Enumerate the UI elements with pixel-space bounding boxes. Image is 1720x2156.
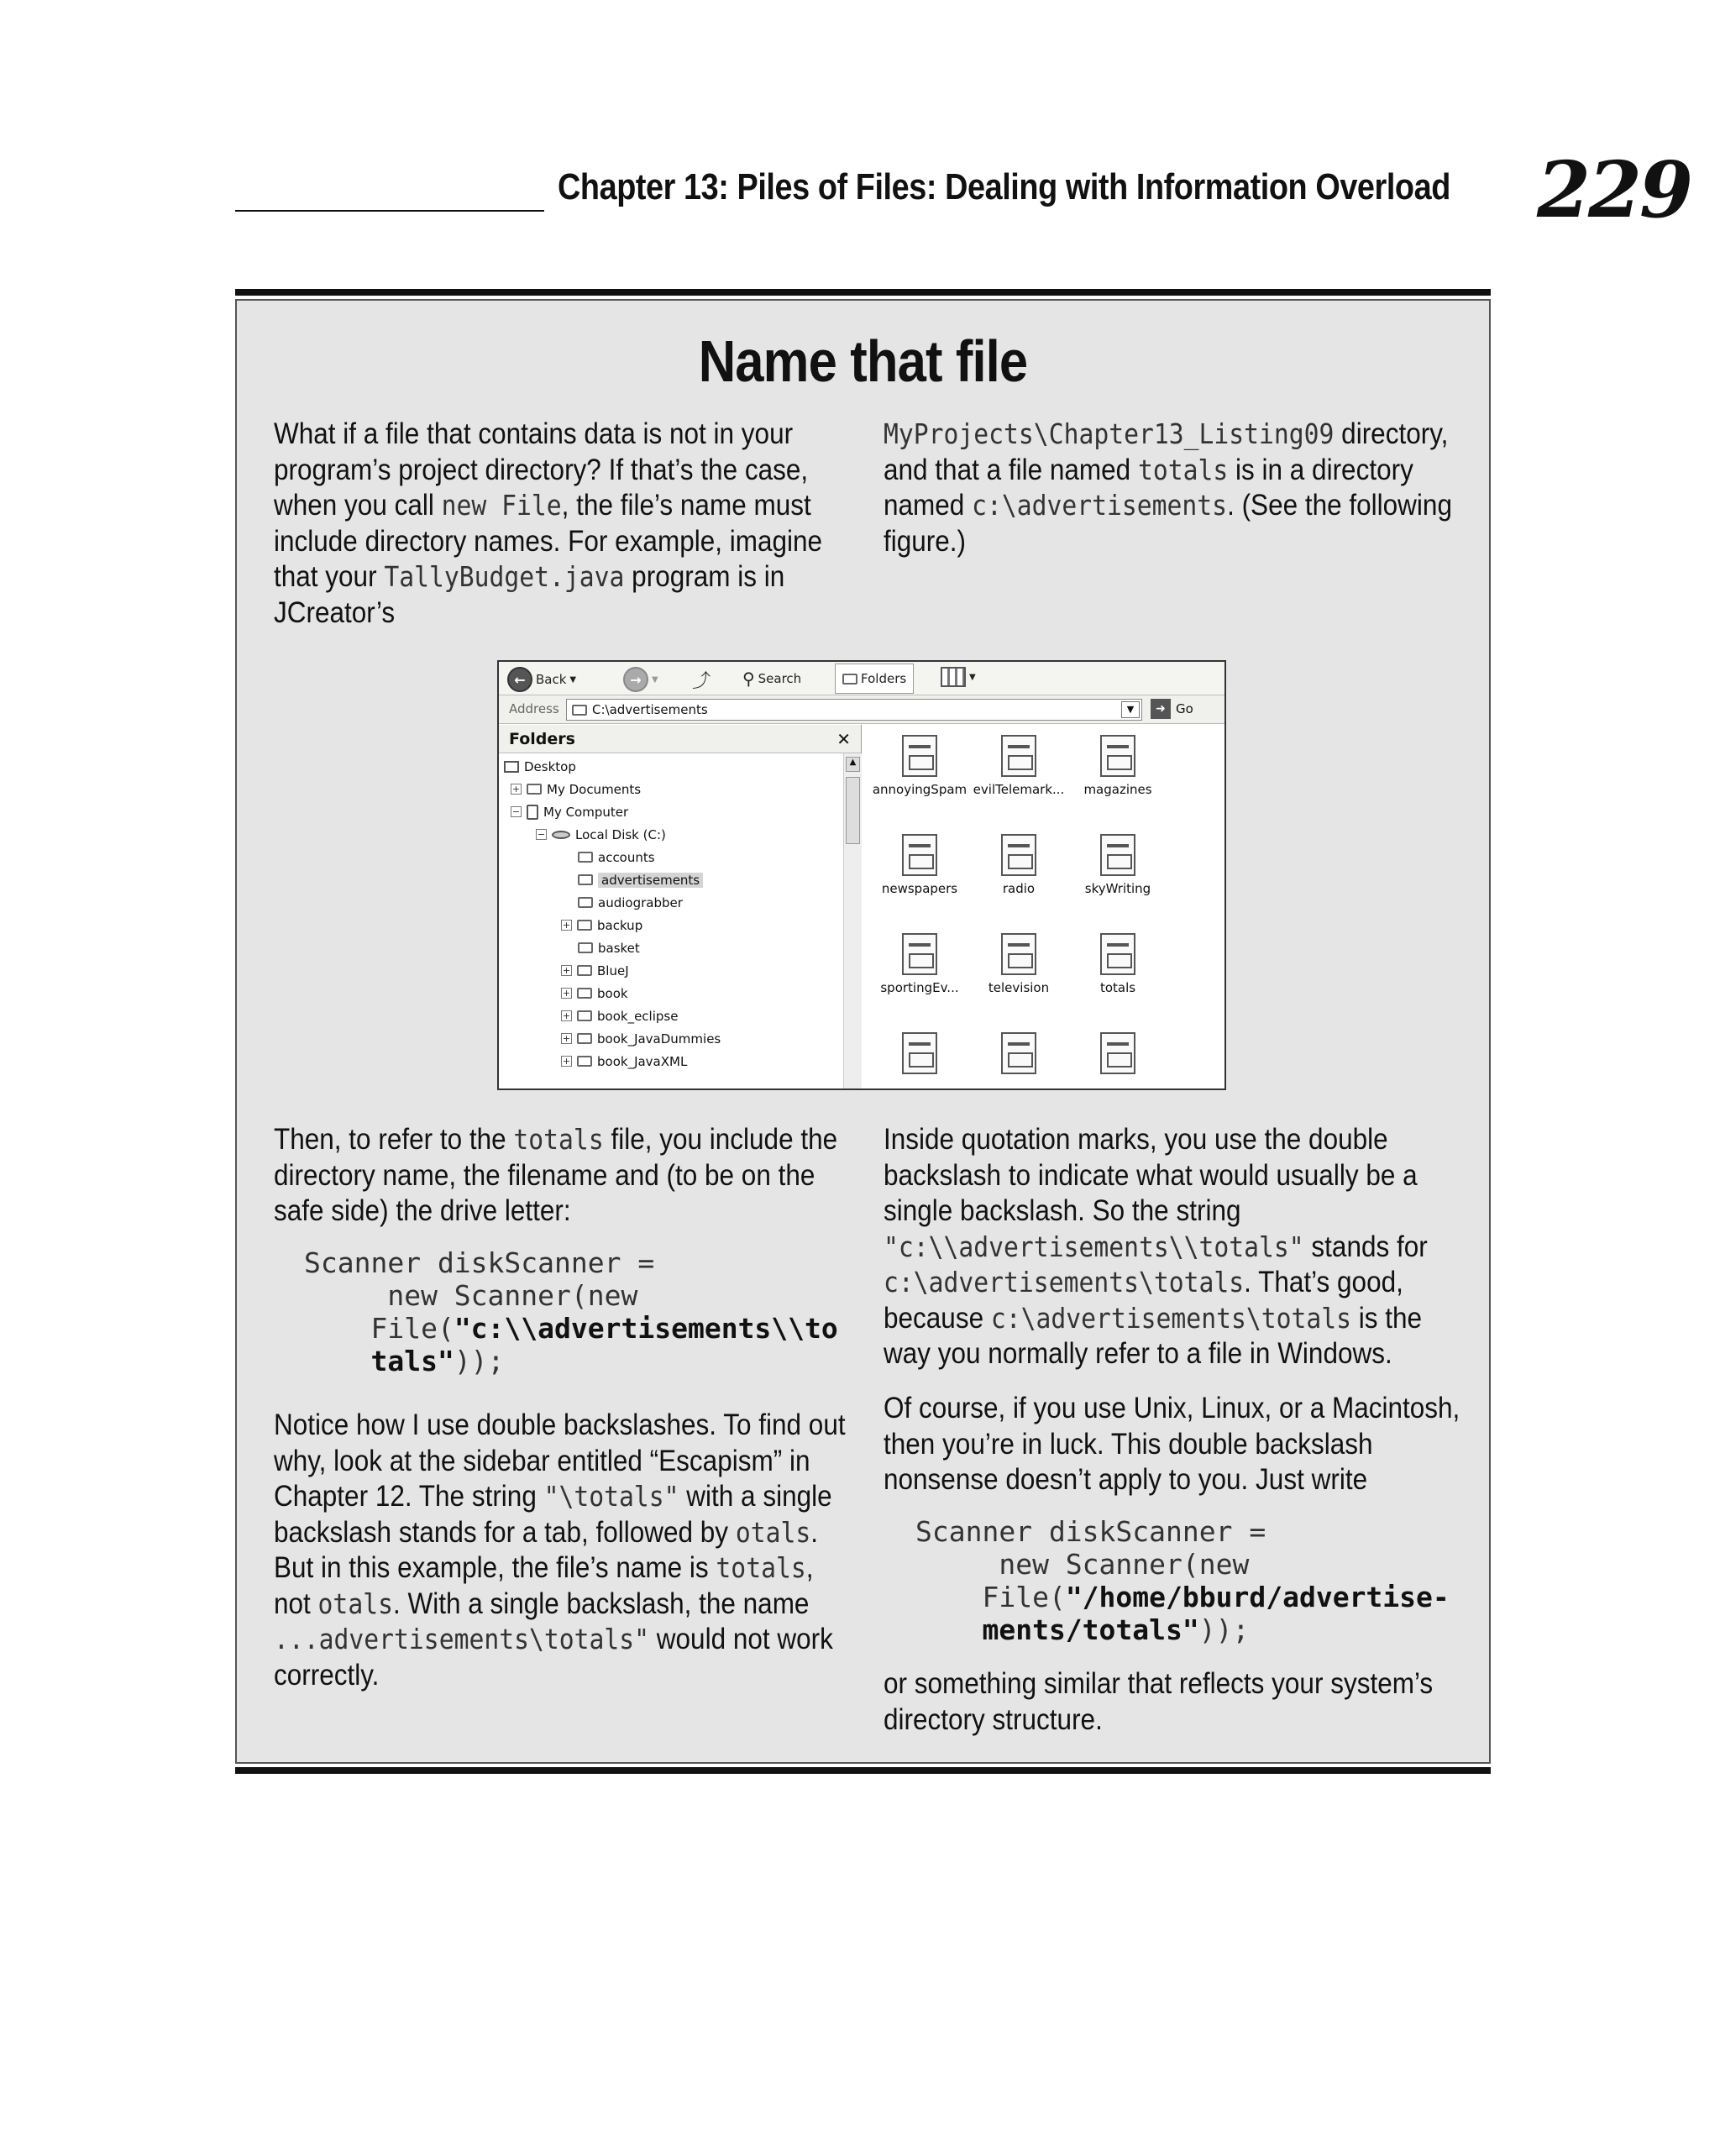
left-paragraph-1: Then, to refer to the totals file, you include the directory name, the filename and (to be on the safe side) the drive letter: [274,1123,838,1227]
file-item-sportingev[interactable]: sportingEv... [870,933,969,995]
tree-item-backup[interactable]: + backup [562,917,643,933]
search-button[interactable]: ⚲ Search [742,669,802,689]
tree-item-basket[interactable]: basket [578,936,640,959]
scroll-up-icon[interactable]: ▲ [846,757,860,772]
folder-icon [577,1033,592,1044]
forward-arrow-icon: → [623,667,648,692]
tree-item-my-documents[interactable]: + My Documents [511,781,642,797]
tree-item-my-computer[interactable]: − My Computer [511,804,629,820]
inline-code: new File [441,489,562,522]
folder-icon [578,852,593,863]
folder-icon [577,920,592,931]
address-dropdown-icon[interactable]: ▼ [1121,701,1140,718]
computer-icon [527,805,538,820]
desktop-icon [504,761,519,773]
file-item-partial [1068,1032,1167,1079]
text-file-icon [1100,834,1135,876]
go-button[interactable]: ➜ Go [1151,699,1193,719]
tree-item-book[interactable]: + book [562,985,628,1001]
expand-icon[interactable]: + [562,1010,571,1021]
sidebar-top-rule [235,289,1491,296]
collapse-icon[interactable]: − [511,806,521,817]
search-icon: ⚲ [742,669,755,689]
views-button[interactable] [941,667,976,687]
text-file-icon [1001,735,1036,777]
file-item-newspapers[interactable]: newspapers [870,834,969,896]
page-number: 229 [1537,144,1691,235]
inline-code: totals [1137,453,1229,486]
code-block-unix: Scanner diskScanner = new Scanner(new File("/home/bburd/advertise- ments/totals")); [915,1515,1450,1646]
drive-icon [552,831,570,839]
inline-code: TallyBudget.java [384,560,625,593]
file-item-magazines[interactable]: magazines [1068,735,1167,797]
tree-item-local-disk[interactable]: − Local Disk (C:) [537,826,666,842]
text-file-icon [1001,933,1036,975]
vertical-scrollbar[interactable] [843,753,862,1090]
folders-pane-header: Folders ✕ [499,725,861,753]
text-file-icon [902,933,937,975]
back-button[interactable]: ← Back ▼ [507,667,576,692]
folder-icon [577,988,592,999]
inline-code: ...advertisements\totals" [274,1623,650,1655]
text-file-icon [902,1032,937,1074]
address-label: Address [509,701,559,716]
expand-icon[interactable]: + [562,920,571,931]
header-rule [235,210,544,212]
inline-code: "c:\\advertisements\\totals" [884,1230,1304,1263]
address-input[interactable]: C:\advertisements ▼ [566,699,1142,721]
tree-item-bluej[interactable]: + BlueJ [562,963,629,978]
folder-open-icon [578,874,593,885]
intro-paragraph-left: What if a file that contains data is not in your program’s project directory? If that’s the case, when you call new File, the file’s name must include directory names. For example, imagine that your TallyBudget.java program is in JCreator’s [274,417,823,629]
file-item-skywriting[interactable]: skyWriting [1068,834,1167,896]
expand-icon[interactable]: + [511,784,521,795]
go-arrow-icon: ➜ [1151,699,1171,719]
expand-icon[interactable]: + [562,1056,571,1067]
dropdown-arrow-icon: ▼ [969,672,976,682]
file-item-totals[interactable]: totals [1068,933,1167,995]
folder-icon [578,897,593,908]
right-paragraph-2: Of course, if you use Unix, Linux, or a Macintosh, then you’re in luck. This double backslash nonsense doesn’t apply to you. Just write [884,1392,1460,1496]
inline-code: otals [317,1587,393,1620]
forward-button[interactable] [623,667,658,692]
text-file-icon [1100,933,1135,975]
close-icon[interactable]: ✕ [836,728,851,749]
right-paragraph-3: or something similar that reflects your system’s directory structure. [884,1667,1434,1736]
inline-code: totals [513,1123,604,1156]
folders-pane [499,725,862,1090]
text-file-icon [1001,834,1036,876]
tree-item-book-javadummies[interactable]: + book_JavaDummies [562,1031,721,1047]
expand-icon[interactable]: + [562,1033,571,1044]
inline-code: otals [735,1515,811,1549]
tree-item-book-javaxml[interactable]: + book_JavaXML [562,1053,688,1069]
folder-icon [577,1056,592,1067]
inline-code: c:\advertisements\totals [884,1266,1245,1298]
inline-code: "\totals" [543,1480,679,1513]
inline-code: MyProjects\Chapter13_Listing09 [884,417,1335,450]
explorer-window-figure [497,660,1226,1090]
tree-item-book-eclipse[interactable]: + book_eclipse [562,1008,679,1024]
views-grid-icon [941,667,966,687]
file-item-partial [870,1032,969,1079]
up-folder-button[interactable] [692,667,711,693]
left-paragraph-2: Notice how I use double backslashes. To find out why, look at the sidebar entitled “Escapism” in Chapter 12. The string "\totals" with a single backslash stands for a tab, followed by otals. But in this example, the file’s name is totals, not otals. With a single backslash, the name ...advertisements\totals" would not work correctly. [274,1408,846,1692]
sidebar-bottom-rule [235,1767,1491,1774]
text-file-icon [1100,735,1135,777]
dropdown-arrow-icon: ▼ [652,674,658,685]
folder-icon [578,942,593,953]
text-file-icon [1100,1032,1135,1074]
code-block-windows: Scanner diskScanner = new Scanner(new File("c:\\advertisements\\to tals")); [304,1246,838,1377]
tree-item-audiograbber[interactable]: audiograbber [578,891,683,914]
file-item-annoyingspam[interactable]: annoyingSpam [870,735,969,797]
folders-button[interactable]: Folders [835,664,914,694]
dropdown-arrow-icon: ▼ [569,674,577,685]
scroll-thumb[interactable] [846,777,860,844]
text-file-icon [1001,1032,1036,1074]
file-list [863,725,1226,1090]
collapse-icon[interactable]: − [537,829,546,840]
file-item-television[interactable]: television [969,933,1068,995]
expand-icon[interactable]: + [562,988,571,999]
explorer-toolbar [499,662,1224,695]
sidebar-title: Name that file [698,328,1028,394]
folder-icon [527,784,542,795]
tree-item-advertisements[interactable]: advertisements [578,868,703,891]
folder-icon [577,965,592,976]
inline-code: c:\advertisements\totals [990,1301,1352,1335]
inline-code: totals [716,1551,806,1584]
chapter-title: Chapter 13: Piles of Files: Dealing with Information Overload [558,166,1450,207]
tree-item-accounts[interactable]: accounts [578,846,655,868]
text-file-icon [902,735,937,777]
folder-icon [572,705,587,716]
right-paragraph-1: Inside quotation marks, you use the double backslash to indicate what would usually be a single backslash. So the string "c:\\advertisements\\totals" stands for c:\advertisements\totals. That’s good, because c:\advertisements\totals is the way you normally refer to a file in Windows. [884,1123,1428,1370]
folder-icon [577,1010,592,1021]
folder-icon [842,674,857,685]
inline-code: c:\advertisements [972,489,1228,522]
text-file-icon [902,834,937,876]
file-item-radio[interactable]: radio [969,834,1068,896]
tree-item-desktop[interactable]: Desktop [504,755,576,778]
expand-icon[interactable]: + [562,965,571,976]
file-item-partial [969,1032,1068,1079]
file-item-eviltelemark[interactable]: evilTelemark... [969,735,1068,797]
back-arrow-icon: ← [507,667,532,692]
up-folder-icon: ⤴ [692,671,711,692]
intro-paragraph-right: MyProjects\Chapter13_Listing09 directory, and that a file named totals is in a directory named c:\advertisements. (See the following figure.) [884,417,1452,558]
address-bar [499,695,1224,724]
